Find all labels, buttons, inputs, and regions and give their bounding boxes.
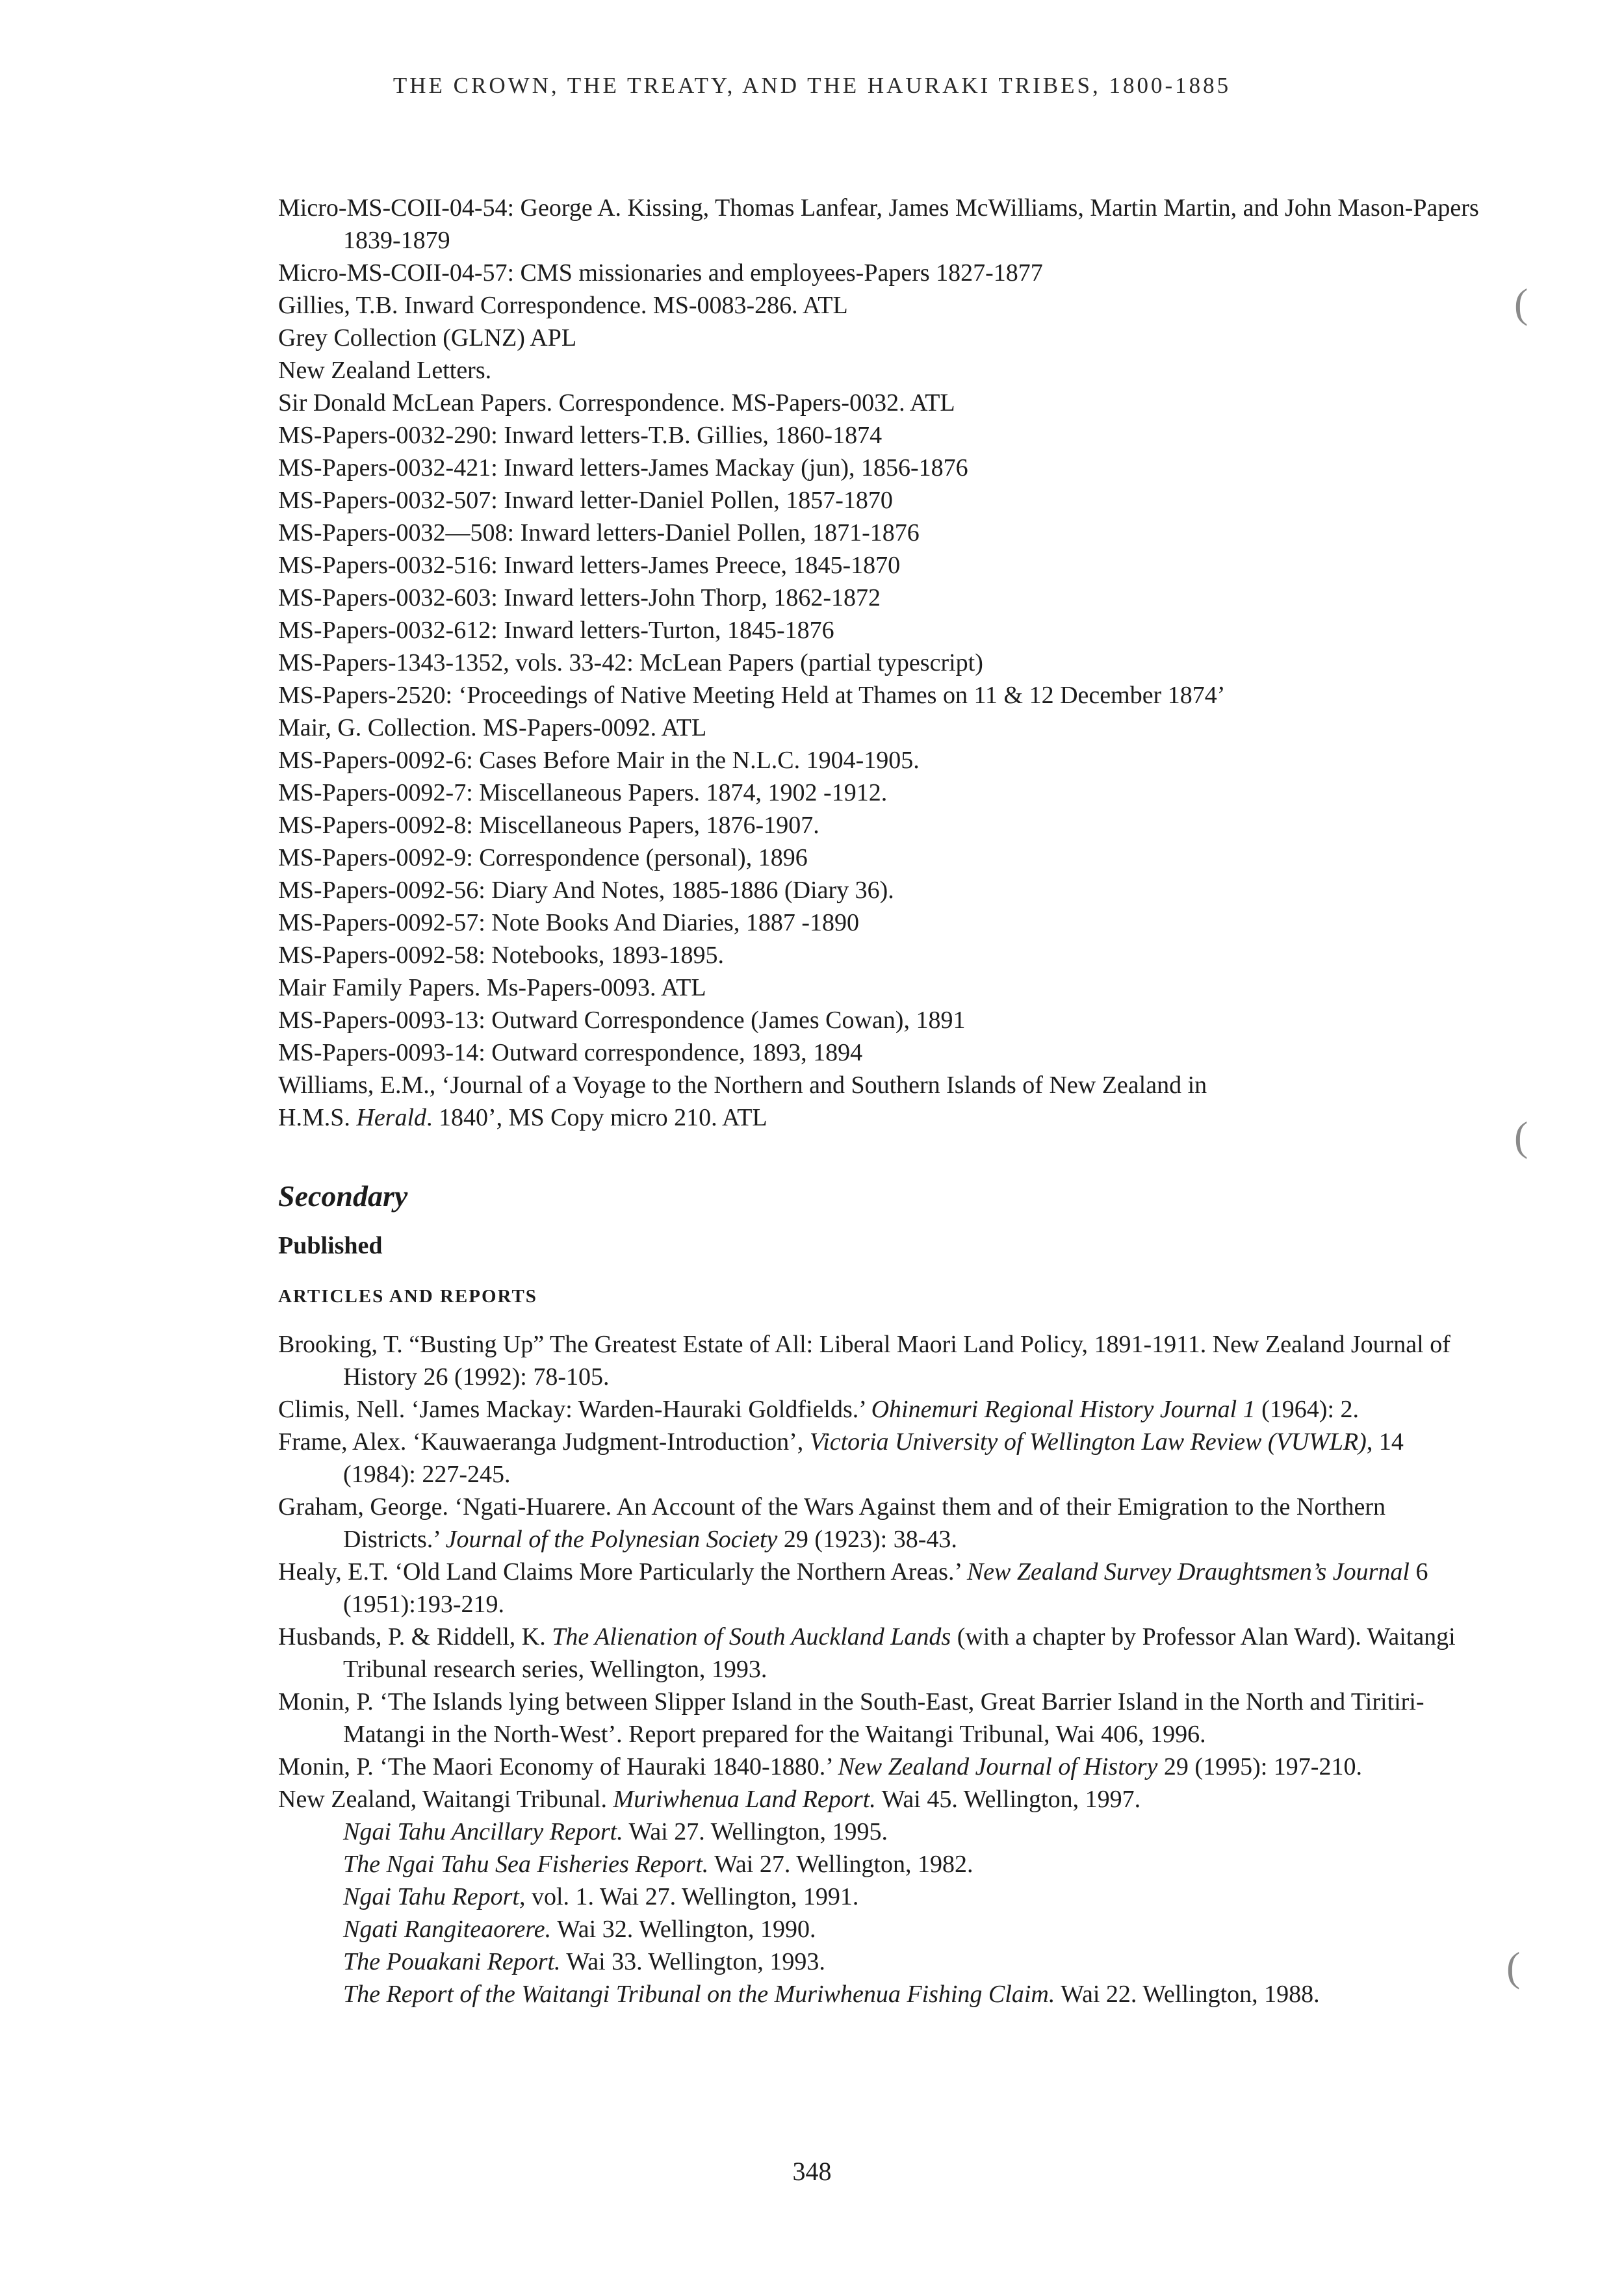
page-number: 348: [792, 2157, 832, 2186]
source-entry: MS-Papers-0093-14: Outward correspondence, 1893, 1894: [278, 1039, 863, 1066]
source-entry: MS-Papers-0032-612: Inward letters-Turton, 1845-1876: [278, 617, 834, 644]
source-entry: Micro-MS-COII-04-54: George A. Kissing, Thomas Lanfear, James McWilliams, Martin Martin, and John Mason-Papers 1839-1879: [278, 194, 1479, 254]
source-entry: MS-Papers-0092-9: Correspondence (personal), 1896: [278, 844, 808, 871]
report-entry: [278, 1881, 1467, 1913]
source-entry: MS-Papers-0092-7: Miscellaneous Papers. 1874, 1902 -1912.: [278, 779, 888, 806]
source-entry: Sir Donald McLean Papers. Correspondence. MS-Papers-0032. ATL: [278, 389, 955, 417]
articles-list: [278, 1328, 1467, 2010]
subsection-heading-published: Published: [278, 1232, 383, 1259]
source-entry: MS-Papers-2520: ‘Proceedings of Native Meeting Held at Thames on 11 & 12 December 1874’: [278, 682, 1226, 709]
text-segment: Wai 45. Wellington, 1997.: [875, 1786, 1141, 1813]
primary-sources-list: [278, 192, 1500, 1134]
running-head: THE CROWN, THE TREATY, AND THE HAURAKI TRIBES, 1800-1885: [393, 73, 1231, 98]
source-entry: Mair Family Papers. Ms-Papers-0093. ATL: [278, 974, 706, 1001]
article-entry: [278, 1556, 1467, 1621]
text-segment: Graham, George. ‘Ngati-Huarere. An Account of the Wars Against them and of their Emigration to the Northern Districts.’: [278, 1493, 1386, 1553]
italic-title: Ngati Rangiteaorere.: [343, 1916, 552, 1943]
report-entry: [278, 1913, 1467, 1946]
text-segment: Monin, P. ‘The Maori Economy of Hauraki 1840-1880.’: [278, 1753, 838, 1780]
italic-title: Victoria University of Wellington Law Review (VUWLR): [809, 1428, 1367, 1456]
text-segment: Healy, E.T. ‘Old Land Claims More Particularly the Northern Areas.’: [278, 1558, 967, 1586]
text-segment: Brooking, T. “Busting Up” The Greatest Estate of All: Liberal Maori Land Policy, 1891-1911. New Zealand Journal of History 26 (1992): 78-105.: [278, 1331, 1450, 1391]
report-entry: [278, 1848, 1467, 1881]
italic-title: Journal of the Polynesian Society: [445, 1526, 778, 1553]
report-entry: [278, 1946, 1467, 1978]
italic-title: New Zealand Survey Draughtsmen’s Journal: [966, 1558, 1410, 1586]
source-entry: MS-Papers-0092-58: Notebooks, 1893-1895.: [278, 942, 725, 969]
italic-title: New Zealand Journal of History: [838, 1753, 1158, 1780]
article-entry: [278, 1621, 1467, 1686]
margin-bracket-mark: (: [1514, 280, 1528, 326]
italic-title: Muriwhenua Land Report.: [613, 1786, 876, 1813]
source-entry: Williams, E.M., ‘Journal of a Voyage to the Northern and Southern Islands of New Zealand in: [278, 1072, 1207, 1099]
article-entry: [278, 1426, 1467, 1491]
report-entry: [278, 1816, 1467, 1848]
italic-title: The Pouakani Report.: [343, 1948, 561, 1975]
article-entry: [278, 1491, 1467, 1556]
italic-title: Ngai Tahu Report,: [343, 1883, 526, 1910]
source-entry: Mair, G. Collection. MS-Papers-0092. ATL: [278, 714, 707, 741]
subsection-heading-articles: ARTICLES AND REPORTS: [278, 1286, 537, 1307]
text-segment: Wai 22. Wellington, 1988.: [1055, 1981, 1320, 2008]
italic-title: Ngai Tahu Ancillary Report.: [343, 1818, 623, 1845]
text-segment: 29 (1995): 197-210.: [1157, 1753, 1362, 1780]
text-segment: Frame, Alex. ‘Kauwaeranga Judgment-Introduction’,: [278, 1428, 810, 1456]
text-segment: New Zealand, Waitangi Tribunal.: [278, 1786, 613, 1813]
source-entry: MS-Papers-1343-1352, vols. 33-42: McLean Papers (partial typescript): [278, 649, 983, 676]
text-segment: Husbands, P. & Riddell, K.: [278, 1623, 552, 1650]
source-entry: Gillies, T.B. Inward Correspondence. MS-0083-286. ATL: [278, 292, 848, 319]
source-entry: MS-Papers-0093-13: Outward Correspondence (James Cowan), 1891: [278, 1007, 966, 1034]
italic-title: Herald: [356, 1104, 427, 1131]
article-entry: [278, 1783, 1467, 1816]
source-entry-continuation: [278, 1101, 1500, 1134]
margin-bracket-mark: (: [1514, 1113, 1528, 1159]
source-entry: MS-Papers-0032-603: Inward letters-John Thorp, 1862-1872: [278, 584, 881, 611]
text-segment: (with a chapter by Professor Alan Ward). Waitangi Tribunal research series, Wellington, 1993.: [343, 1623, 1456, 1683]
source-entry: MS-Papers-0032-421: Inward letters-James Mackay (jun), 1856-1876: [278, 454, 968, 482]
text-segment: 29 (1923): 38-43.: [777, 1526, 957, 1553]
text-segment: Monin, P. ‘The Islands lying between Slipper Island in the South-East, Great Barrier Island in the North and Tiritiri-Matangi in the North-West’. Report prepared for the Waitangi Tribunal, Wai 406, 1996.: [278, 1688, 1424, 1748]
text-segment: vol. 1. Wai 27. Wellington, 1991.: [525, 1883, 859, 1910]
source-entry: MS-Papers-0092-6: Cases Before Mair in the N.L.C. 1904-1905.: [278, 747, 920, 774]
source-entry: MS-Papers-0032-507: Inward letter-Daniel Pollen, 1857-1870: [278, 487, 893, 514]
section-heading-secondary: Secondary: [278, 1179, 408, 1213]
source-entry: MS-Papers-0032-516: Inward letters-James Preece, 1845-1870: [278, 552, 901, 579]
italic-title: The Alienation of South Auckland Lands: [552, 1623, 951, 1650]
text-segment: Climis, Nell. ‘James Mackay: Warden-Hauraki Goldfields.’: [278, 1396, 871, 1423]
text-segment: 6 (1951):193-219.: [343, 1558, 1428, 1618]
source-entry: MS-Papers-0092-57: Note Books And Diaries, 1887 -1890: [278, 909, 859, 936]
source-entry: Micro-MS-COII-04-57: CMS missionaries and employees-Papers 1827-1877: [278, 259, 1043, 287]
italic-title: The Ngai Tahu Sea Fisheries Report.: [343, 1851, 709, 1878]
source-entry: Grey Collection (GLNZ) APL: [278, 324, 577, 352]
source-entry: MS-Papers-0092-56: Diary And Notes, 1885-1886 (Diary 36).: [278, 877, 894, 904]
source-entry: MS-Papers-0032—508: Inward letters-Daniel Pollen, 1871-1876: [278, 519, 920, 546]
report-entry: [278, 1978, 1467, 2010]
article-entry: [278, 1393, 1467, 1426]
text-segment: (1964): 2.: [1255, 1396, 1360, 1423]
text-segment: H.M.S.: [278, 1104, 357, 1131]
source-entry: MS-Papers-0092-8: Miscellaneous Papers, 1876-1907.: [278, 812, 819, 839]
margin-bracket-mark: (: [1506, 1944, 1521, 1990]
text-segment: Wai 32. Wellington, 1990.: [551, 1916, 816, 1943]
text-segment: Wai 27. Wellington, 1982.: [708, 1851, 973, 1878]
article-entry: [278, 1686, 1467, 1751]
italic-title: The Report of the Waitangi Tribunal on the Muriwhenua Fishing Claim.: [343, 1981, 1055, 2008]
article-entry: [278, 1328, 1467, 1393]
source-entry: New Zealand Letters.: [278, 357, 492, 384]
text-segment: Wai 33. Wellington, 1993.: [560, 1948, 825, 1975]
text-segment: , 14 (1984): 227-245.: [343, 1428, 1404, 1488]
text-segment: Wai 27. Wellington, 1995.: [623, 1818, 888, 1845]
source-entry: MS-Papers-0032-290: Inward letters-T.B. Gillies, 1860-1874: [278, 422, 883, 449]
text-segment: . 1840’, MS Copy micro 210. ATL: [426, 1104, 767, 1131]
article-entry: [278, 1751, 1467, 1783]
italic-title: Ohinemuri Regional History Journal 1: [871, 1396, 1256, 1423]
